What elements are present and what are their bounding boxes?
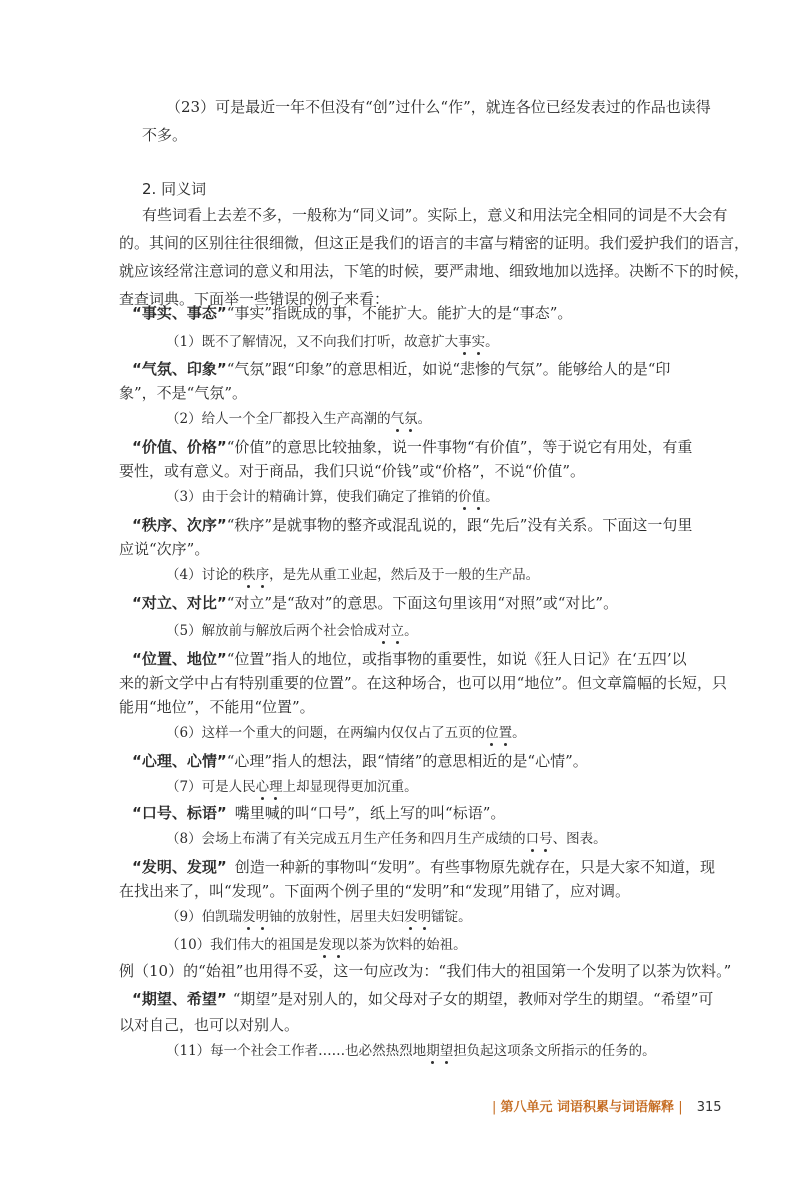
entry-opposition [132,594,618,612]
entry-expectation [132,990,713,1008]
example-11: （11）每一个社会工作者……也必然热烈地期望担负起这项条文所指示的任务的。 [166,1043,656,1059]
entry-position-line-2: 来的新文学中占有特别重要的位置”。在这种场合，也可以用“地位”。但文章篇幅的长短，只 [119,674,728,692]
entry-text: “位置”指人的地位，或指事物的重要性，如说《狂人日记》在‘五四’以 [226,650,687,668]
example-2: （2）给人一个全厂都投入生产高潮的气氛。 [166,411,432,427]
paragraph-line-3: 就应该经常注意词的意义和用法，下笔的时候，要严肃地、细致地加以选择。决断不下的时候， [119,262,750,280]
entry-text: 创造一种新的事物叫“发明”。有些事物原先就存在，只是大家不知道，现 [234,858,716,876]
entry-text: “气氛”跟“印象”的意思相近，如说“悲惨的气氛”。能够给人的是“印 [226,360,671,378]
example-6: （6）这样一个重大的问题，在两编内仅仅占了五页的位置。 [166,725,526,741]
entry-invention [132,858,715,876]
note-10: 例（10）的“始祖”也用得不妥，这一句应改为：“我们伟大的祖国第一个发明了以茶为饮料。” [119,962,732,980]
example-9: （9）伯凯瑞发明铀的放射性，居里夫妇发明镭锭。 [166,909,472,925]
paragraph-line-4: 查查词典。下面举一些错误的例子来看： [119,290,390,308]
paragraph-line-2: 的。其间的区别往往很细微，但这正是我们的语言的丰富与精密的证明。我们爱护我们的语言， [119,234,750,252]
example-4: （4）讨论的秩序，是先从重工业起，然后及于一般的生产品。 [166,567,540,583]
entry-atmosphere-line-2: 象”，不是“气氛”。 [119,384,248,402]
entry-term: “发明、发现” [132,858,227,876]
entry-term: “口号、标语” [132,804,227,822]
entry-text: “秩序”是就事物的整齐或混乱说的，跟“先后”没有关系。下面这一句里 [226,516,693,534]
entry-term: “秩序、次序” [132,516,227,534]
entry-expectation-line-2: 以对自己，也可以对别人。 [119,1016,300,1034]
entry-atmosphere [132,360,670,378]
entry-fact [132,304,572,322]
example-5: （5）解放前与解放后两个社会恰成对立。 [166,623,418,639]
footer-divider: | [678,1100,683,1115]
entry-text: “心理”指人的想法，跟“情绪”的意思相近的是“心情”。 [226,752,588,770]
example-8: （8）会场上布满了有关完成五月生产任务和四月生产成绩的口号、图表。 [166,831,607,847]
entry-invention-line-2: 在找出来了，叫“发现”。下面两个例子里的“发明”和“发现”用错了，应对调。 [119,882,631,900]
example-23-line-2: 不多。 [142,126,188,144]
entry-text: “期望”是对别人的，如父母对子女的期望，教师对学生的期望。“希望”可 [232,990,714,1008]
footer-divider: | [492,1100,497,1115]
example-3: （3）由于会计的精确计算，使我们确定了推销的价值。 [166,489,499,505]
entry-term: “对立、对比” [132,594,227,612]
entry-position-line-3: 能用“地位”，不能用“位置”。 [119,698,315,716]
example-23-line-1: （23）可是最近一年不但没有“创”过什么“作”，就连各位已经发表过的作品也读得 [166,98,711,116]
page-number: 315 [696,1100,722,1115]
entry-term: “期望、希望” [132,990,227,1008]
example-10: （10）我们伟大的祖国是发现以茶为饮料的始祖。 [166,937,467,953]
entry-term: “位置、地位” [132,650,227,668]
entry-mentality [132,752,588,770]
entry-value [132,438,692,456]
entry-term: “价值、价格” [132,438,227,456]
entry-position [132,650,687,668]
entry-text: “事实”指既成的事，不能扩大。能扩大的是“事态”。 [226,304,573,322]
entry-slogan [132,804,505,822]
entry-text: 嘴里喊的叫“口号”，纸上写的叫“标语”。 [234,804,506,822]
paragraph-line-1: 有些词看上去差不多，一般称为“同义词”。实际上，意义和用法完全相同的词是不大会有 [142,206,728,224]
page-footer [492,1096,722,1115]
entry-text: “价值”的意思比较抽象，说一件事物“有价值”，等于说它有用处，有重 [226,438,693,456]
unit-title: 第八单元 词语积累与词语解释 [500,1100,675,1115]
entry-order-line-2: 应说“次序”。 [119,540,210,558]
example-1: （1）既不了解情况，又不向我们打听，故意扩大事实。 [166,334,499,350]
section-title: 2. 同义词 [142,180,207,198]
entry-term: “心理、心情” [132,752,227,770]
entry-order [132,516,692,534]
entry-term: “事实、事态” [132,304,227,322]
entry-term: “气氛、印象” [132,360,227,378]
example-7: （7）可是人民心理上却显现得更加沉重。 [166,779,418,795]
entry-value-line-2: 要性，或有意义。对于商品，我们只说“价钱”或“价格”，不说“价值”。 [119,462,586,480]
entry-text: “对立”是“敌对”的意思。下面这句里该用“对照”或“对比”。 [226,594,619,612]
